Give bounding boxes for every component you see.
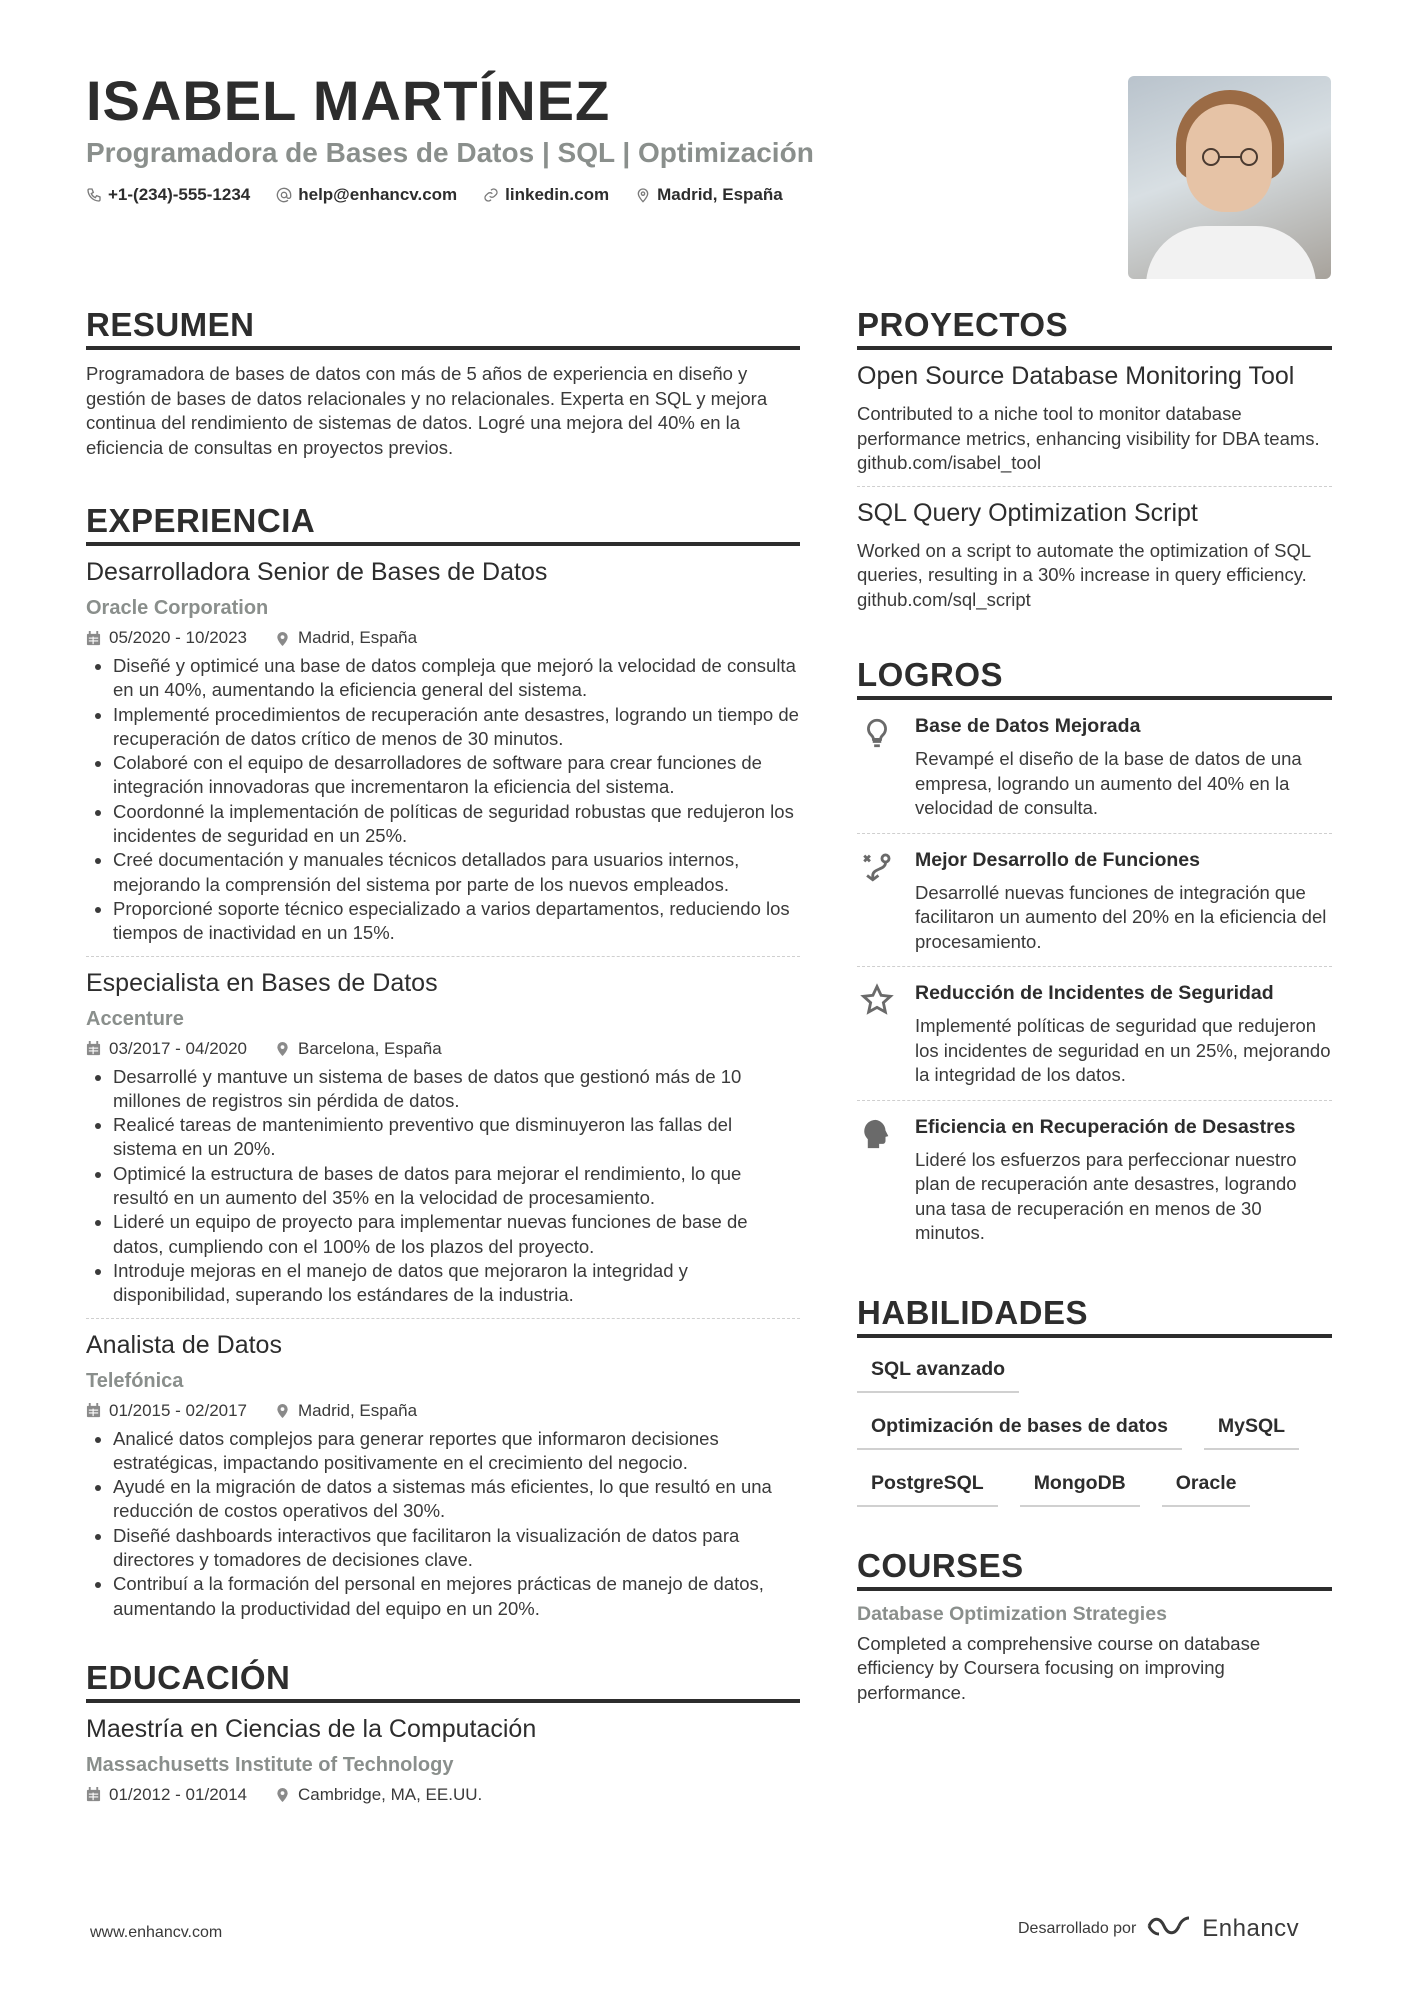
head-icon bbox=[860, 1117, 894, 1151]
job-location bbox=[275, 628, 417, 648]
section-title-courses: COURSES bbox=[857, 1547, 1332, 1591]
job-location-text: Madrid, España bbox=[298, 628, 418, 647]
job-bullet: • Introduje mejoras en el manejo de datos que mejoraron la integridad y disponibilidad, superando los estándares de la industria. bbox=[113, 1259, 800, 1308]
job-entry bbox=[86, 1319, 800, 1631]
achievement-icon-wrap bbox=[857, 981, 897, 1088]
contact-phone-text: +1-(234)-555-1234 bbox=[108, 184, 251, 204]
job-location-text: Madrid, España bbox=[298, 1400, 418, 1420]
education-dates bbox=[86, 1785, 247, 1805]
job-entry bbox=[86, 546, 800, 957]
location-pin-icon bbox=[275, 1041, 290, 1056]
enhancv-logo-icon bbox=[1146, 1912, 1192, 1945]
link-icon bbox=[483, 187, 499, 203]
job-dates bbox=[86, 1039, 247, 1059]
course-desc: Completed a comprehensive course on database efficiency by Coursera focusing on improving performance. bbox=[857, 1632, 1261, 1703]
job-entry bbox=[86, 957, 800, 1319]
contact-location-text: Madrid, España bbox=[657, 184, 783, 204]
profile-photo bbox=[1128, 76, 1331, 279]
job-bullet: • Creé documentación y manuales técnicos detallados para usuarios internos, mejorando la comprensión del sistema por parte de los nuevos empleados. bbox=[113, 848, 800, 897]
skill-tag: Optimización de bases de datos bbox=[857, 1411, 1182, 1450]
achievement-icon-wrap bbox=[857, 1115, 897, 1246]
calendar-icon bbox=[86, 1787, 101, 1802]
lightbulb-icon bbox=[860, 716, 894, 750]
course-title: Database Optimization Strategies bbox=[857, 1602, 1167, 1625]
job-bullet: • Analicé datos complejos para generar reportes que informaron decisiones estratégicas, impactando positivamente en el crecimiento del negocio. bbox=[113, 1427, 800, 1476]
contact-email[interactable] bbox=[276, 185, 457, 205]
job-dates bbox=[86, 628, 247, 648]
location-pin-icon bbox=[275, 1403, 290, 1418]
job-location-text: Barcelona, España bbox=[298, 1038, 442, 1058]
job-bullet: • Realicé tareas de mantenimiento preventivo que disminuyeron las fallas del sistema en un 20%. bbox=[113, 1113, 800, 1162]
job-dates-text: 05/2020 - 10/2023 bbox=[109, 628, 248, 647]
education-entry bbox=[86, 1703, 800, 1815]
job-title: Especialista en Bases de Datos bbox=[86, 968, 438, 997]
achievement-entry bbox=[857, 967, 1332, 1101]
job-bullet: • Proporcioné soporte técnico especializado a varios departamentos, reduciendo los tiempos de inactividad en un 15%. bbox=[113, 897, 800, 946]
achievement-icon-wrap bbox=[857, 848, 897, 955]
job-company: Oracle Corporation bbox=[86, 597, 269, 619]
job-dates-text: 01/2015 - 02/2017 bbox=[109, 1400, 248, 1420]
contact-email-text: help@enhancv.com bbox=[298, 184, 458, 204]
summary-section bbox=[86, 306, 800, 460]
section-title-skills: HABILIDADES bbox=[857, 1294, 1332, 1338]
job-bullet: • Ayudé en la migración de datos a sistemas más eficientes, lo que resultó en una reducción de costos operativos del 30%. bbox=[113, 1475, 800, 1524]
job-bullet: • Diseñé dashboards interactivos que facilitaron la visualización de datos para directores y tomadores de decisiones clave. bbox=[113, 1524, 800, 1573]
section-title-summary: RESUMEN bbox=[86, 306, 800, 350]
candidate-subtitle: Programadora de Bases de Datos | SQL | Optimización bbox=[86, 136, 814, 168]
skill-tag: PostgreSQL bbox=[857, 1468, 998, 1507]
job-title: Desarrolladora Senior de Bases de Datos bbox=[86, 558, 548, 586]
job-bullet: • Diseñé y optimicé una base de datos compleja que mejoró la velocidad de consulta en un 40%, aumentando la eficiencia general del sistema. bbox=[113, 654, 800, 703]
job-bullet: • Colaboré con el equipo de desarrolladores de software para crear funciones de integración innovadoras que incrementaron la eficiencia del sistema. bbox=[113, 751, 800, 800]
education-meta bbox=[86, 1785, 800, 1805]
achievement-desc: Desarrollé nuevas funciones de integración que facilitaron un aumento del 20% en la eficiencia del procesamiento. bbox=[915, 881, 1327, 952]
left-column bbox=[86, 306, 800, 1815]
job-bullet: • Desarrollé y mantuve un sistema de bases de datos que gestionó más de 10 millones de registros sin pérdida de datos. bbox=[113, 1065, 800, 1114]
skill-tag: MySQL bbox=[1204, 1411, 1299, 1450]
project-entry bbox=[857, 350, 1332, 487]
job-bullet: • Coordonné la implementación de políticas de seguridad robustas que redujeron los incidentes de seguridad en un 25%. bbox=[113, 800, 800, 849]
skill-tag: MongoDB bbox=[1020, 1468, 1140, 1507]
calendar-icon bbox=[86, 1403, 101, 1418]
contact-bar bbox=[86, 185, 1086, 205]
job-bullets bbox=[86, 1065, 800, 1308]
achievement-entry bbox=[857, 1101, 1332, 1258]
section-title-education: EDUCACIÓN bbox=[86, 1659, 800, 1703]
achievement-title: Base de Datos Mejorada bbox=[915, 715, 1141, 737]
calendar-icon bbox=[86, 631, 101, 646]
project-title: SQL Query Optimization Script bbox=[857, 498, 1198, 527]
job-title: Analista de Datos bbox=[86, 1330, 282, 1359]
education-section bbox=[86, 1659, 800, 1815]
projects-section bbox=[857, 306, 1332, 622]
education-degree: Maestría en Ciencias de la Computación bbox=[86, 1714, 537, 1743]
contact-phone[interactable] bbox=[86, 185, 250, 205]
job-bullet: • Implementé procedimientos de recuperación ante desastres, logrando un tiempo de recuperación de datos crítico de menos de 30 minutos. bbox=[113, 703, 800, 752]
section-title-achievements: LOGROS bbox=[857, 656, 1332, 700]
phone-icon bbox=[86, 187, 102, 203]
achievement-desc: Lideré los esfuerzos para perfeccionar nuestro plan de recuperación ante desastres, logrando una tasa de recuperación en menos de 30 minutos. bbox=[915, 1148, 1297, 1243]
education-dates-text: 01/2012 - 01/2014 bbox=[109, 1784, 248, 1804]
contact-location bbox=[635, 185, 783, 205]
skills-section bbox=[857, 1294, 1332, 1507]
achievement-entry bbox=[857, 834, 1332, 968]
route-icon bbox=[860, 850, 894, 884]
skill-tag: Oracle bbox=[1162, 1468, 1251, 1507]
location-pin-icon bbox=[275, 631, 290, 646]
project-desc: Worked on a script to automate the optimization of SQL queries, resulting in a 30% increase in query efficiency. github.com/sql_script bbox=[857, 539, 1311, 610]
experience-section bbox=[86, 502, 800, 1631]
achievement-desc: Implementé políticas de seguridad que redujeron los incidentes de seguridad en un 25%, mejorando la integridad de los datos. bbox=[915, 1015, 1331, 1085]
job-bullets bbox=[86, 654, 800, 946]
achievement-desc: Revampé el diseño de la base de datos de una empresa, logrando un aumento del 40% en la velocidad de consulta. bbox=[915, 748, 1302, 818]
project-title: Open Source Database Monitoring Tool bbox=[857, 362, 1295, 390]
job-meta bbox=[86, 628, 800, 648]
section-title-experience: EXPERIENCIA bbox=[86, 502, 800, 546]
job-dates-text: 03/2017 - 04/2020 bbox=[109, 1038, 248, 1058]
skills-list bbox=[857, 1354, 1332, 1507]
job-company: Accenture bbox=[86, 1007, 184, 1030]
contact-linkedin-text: linkedin.com bbox=[505, 184, 610, 204]
job-meta bbox=[86, 1039, 800, 1059]
project-entry bbox=[857, 487, 1332, 623]
courses-section bbox=[857, 1547, 1332, 1706]
skill-tag: SQL avanzado bbox=[857, 1354, 1019, 1393]
job-company: Telefónica bbox=[86, 1369, 184, 1392]
section-title-projects: PROYECTOS bbox=[857, 306, 1332, 350]
footer-website[interactable]: www.enhancv.com bbox=[90, 1924, 223, 1941]
achievement-entry bbox=[857, 700, 1332, 834]
job-bullet: • Optimicé la estructura de bases de datos para mejorar el rendimiento, lo que resultó en un aumento del 35% en la velocidad de procesamiento. bbox=[113, 1162, 800, 1211]
job-bullets bbox=[86, 1427, 800, 1621]
job-dates bbox=[86, 1401, 247, 1421]
job-meta bbox=[86, 1401, 800, 1421]
education-location-text: Cambridge, MA, EE.UU. bbox=[298, 1784, 483, 1804]
location-pin-icon bbox=[635, 187, 651, 203]
achievement-icon-wrap bbox=[857, 714, 897, 821]
resume-header bbox=[86, 69, 1086, 205]
summary-text: Programadora de bases de datos con más de 5 años de experiencia en diseño y gestión de bases de datos relacionales y no relacionales. Experta en SQL y mejora continua del rendimiento de sistemas de datos. Logré una mejora del 40% en la eficiencia de consultas en proyectos previos. bbox=[86, 363, 768, 458]
contact-linkedin[interactable] bbox=[483, 185, 609, 205]
footer-branding[interactable] bbox=[1018, 1912, 1299, 1945]
candidate-name: ISABEL MARTÍNEZ bbox=[86, 69, 611, 132]
achievement-title: Reducción de Incidentes de Seguridad bbox=[915, 982, 1274, 1004]
achievement-title: Eficiencia en Recuperación de Desastres bbox=[915, 1115, 1296, 1138]
job-bullet: • Lideré un equipo de proyecto para implementar nuevas funciones de base de datos, cumpliendo con el 100% de los plazos del proyecto. bbox=[113, 1210, 800, 1259]
at-icon bbox=[276, 187, 292, 203]
achievements-section bbox=[857, 656, 1332, 1258]
location-pin-icon bbox=[275, 1787, 290, 1802]
education-location bbox=[275, 1785, 482, 1805]
right-column bbox=[857, 306, 1332, 1705]
job-location bbox=[275, 1401, 417, 1421]
achievement-title: Mejor Desarrollo de Funciones bbox=[915, 848, 1200, 871]
project-desc: Contributed to a niche tool to monitor database performance metrics, enhancing visibility for DBA teams. github.com/isabel_tool bbox=[857, 403, 1320, 473]
job-location bbox=[275, 1039, 442, 1059]
calendar-icon bbox=[86, 1041, 101, 1056]
footer-powered-by: Desarrollado por bbox=[1018, 1919, 1137, 1937]
job-bullet: • Contribuí a la formación del personal en mejores prácticas de manejo de datos, aumentando la productividad del equipo en un 20%. bbox=[113, 1572, 800, 1621]
footer-brand: Enhancv bbox=[1202, 1914, 1300, 1942]
education-school: Massachusetts Institute of Technology bbox=[86, 1753, 454, 1776]
star-icon bbox=[860, 983, 894, 1017]
